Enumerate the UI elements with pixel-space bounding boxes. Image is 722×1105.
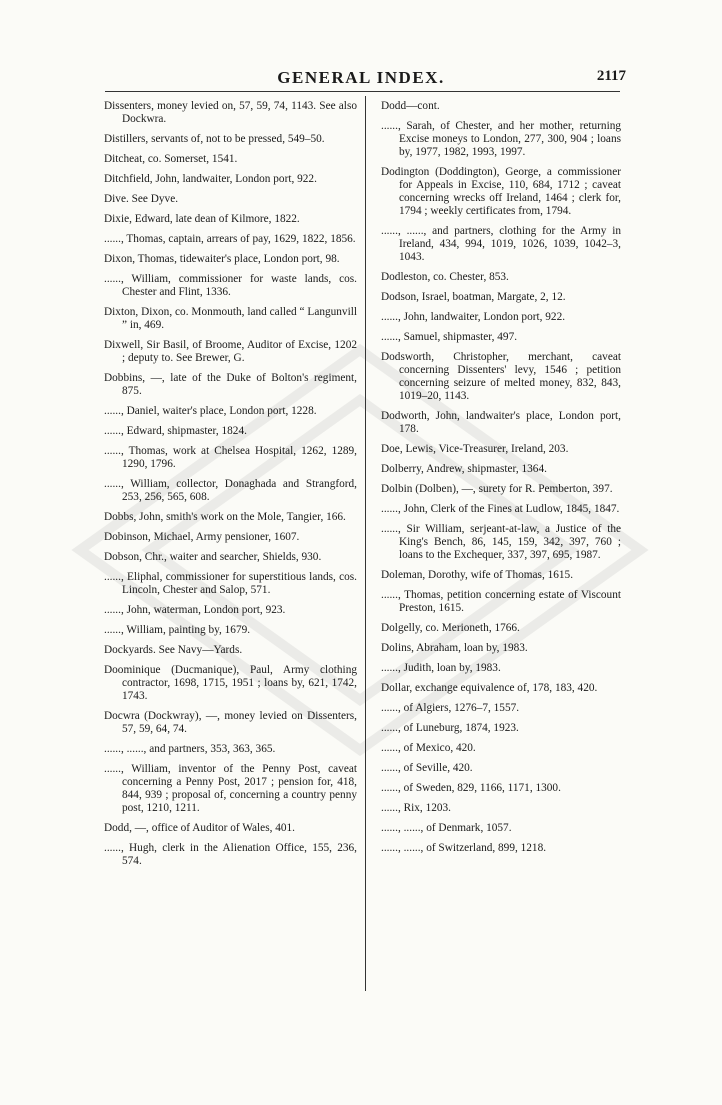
- index-entry: Dockyards. See Navy—Yards.: [104, 644, 243, 656]
- index-entry: ......, Rix, 1203.: [381, 802, 451, 814]
- index-entry: ......, of Seville, 420.: [381, 762, 473, 774]
- index-entry: ......, ......, of Switzerland, 899, 1218.: [381, 842, 547, 854]
- index-entry: ......, ......, and partners, clothing for the Army in Ireland, 434, 994, 1019, 1026, 1039, 1042–3, 1043.: [381, 225, 621, 263]
- index-entry: ......, William, commissioner for waste lands, cos. Chester and Flint, 1336.: [104, 273, 357, 298]
- index-entry: ......, Samuel, shipmaster, 497.: [381, 331, 518, 343]
- index-entry: Doe, Lewis, Vice-Treasurer, Ireland, 203.: [381, 443, 569, 455]
- column-divider: [365, 96, 366, 991]
- index-entry: ......, William, collector, Donaghada and Strangford, 253, 256, 565, 608.: [104, 478, 357, 503]
- page-header: [0, 68, 722, 92]
- right-column: [381, 100, 621, 862]
- index-entry: ......, of Sweden, 829, 1166, 1171, 1300.: [381, 782, 561, 794]
- index-entry: ......, Sir William, serjeant-at-law, a Justice of the King's Bench, 86, 145, 159, 342, 397, 760 ; loans to the Exchequer, 337, 397, 695, 1987.: [381, 523, 621, 561]
- index-entry: ......, of Mexico, 420.: [381, 742, 476, 754]
- index-entry: Ditcheat, co. Somerset, 1541.: [104, 153, 238, 165]
- index-entry: Dolbin (Dolben), —, surety for R. Pemberton, 397.: [381, 483, 613, 495]
- index-entry: Dissenters, money levied on, 57, 59, 74, 1143. See also Dockwra.: [104, 100, 357, 125]
- index-entry: ......, ......, of Denmark, 1057.: [381, 822, 512, 834]
- index-entry: ......, Thomas, petition concerning estate of Viscount Preston, 1615.: [381, 589, 621, 614]
- index-entry: Doleman, Dorothy, wife of Thomas, 1615.: [381, 569, 574, 581]
- index-entry: Dobbs, John, smith's work on the Mole, Tangier, 166.: [104, 511, 346, 523]
- index-entry: Dodington (Doddington), George, a commissioner for Appeals in Excise, 110, 684, 1712 ; caveat concerning wrecks off Ireland, 1464 ; clerk for, 1794 ; weekly certificates from, 1794.: [381, 166, 621, 217]
- index-entry: Dolberry, Andrew, shipmaster, 1364.: [381, 463, 547, 475]
- index-entry: Dolins, Abraham, loan by, 1983.: [381, 642, 528, 654]
- header-rule: [105, 91, 620, 92]
- index-entry: Dollar, exchange equivalence of, 178, 183, 420.: [381, 682, 598, 694]
- index-entry: ......, of Luneburg, 1874, 1923.: [381, 722, 519, 734]
- index-entry: Dolgelly, co. Merioneth, 1766.: [381, 622, 520, 634]
- page-title: GENERAL INDEX.: [277, 68, 445, 87]
- index-entry: Dodson, Israel, boatman, Margate, 2, 12.: [381, 291, 566, 303]
- index-entry: Dodd—cont.: [381, 100, 440, 112]
- index-entry: ......, John, waterman, London port, 923.: [104, 604, 286, 616]
- index-entry: ......, John, landwaiter, London port, 922.: [381, 311, 566, 323]
- page-number: 2117: [596, 68, 626, 84]
- index-entry: ......, ......, and partners, 353, 363, 365.: [104, 743, 276, 755]
- index-entry: ......, Thomas, captain, arrears of pay, 1629, 1822, 1856.: [104, 233, 356, 245]
- index-entry: ......, Hugh, clerk in the Alienation Office, 155, 236, 574.: [104, 842, 357, 867]
- index-entry: ......, Daniel, waiter's place, London port, 1228.: [104, 405, 317, 417]
- index-entry: Dobinson, Michael, Army pensioner, 1607.: [104, 531, 300, 543]
- index-entry: ......, Judith, loan by, 1983.: [381, 662, 501, 674]
- index-entry: Docwra (Dockwray), —, money levied on Dissenters, 57, 59, 64, 74.: [104, 710, 357, 735]
- index-entry: ......, of Algiers, 1276–7, 1557.: [381, 702, 520, 714]
- index-entry: Dixton, Dixon, co. Monmouth, land called “ Langunvill ” in, 469.: [104, 306, 357, 331]
- index-entry: ......, William, inventor of the Penny Post, caveat concerning a Penny Post, 2017 ; pension for, 418, 844, 939 ; proposal of, concerning a country penny post, 1210, 1211.: [104, 763, 357, 814]
- index-entry: Dobbins, —, late of the Duke of Bolton's regiment, 875.: [104, 372, 357, 397]
- index-entry: ......, Thomas, work at Chelsea Hospital, 1262, 1289, 1290, 1796.: [104, 445, 357, 470]
- index-entry: ......, Edward, shipmaster, 1824.: [104, 425, 247, 437]
- index-entry: Dixwell, Sir Basil, of Broome, Auditor of Excise, 1202 ; deputy to. See Brewer, G.: [104, 339, 357, 364]
- index-entry: Ditchfield, John, landwaiter, London port, 922.: [104, 173, 317, 185]
- index-entry: ......, John, Clerk of the Fines at Ludlow, 1845, 1847.: [381, 503, 620, 515]
- index-entry: Dodleston, co. Chester, 853.: [381, 271, 509, 283]
- index-entry: Dobson, Chr., waiter and searcher, Shields, 930.: [104, 551, 322, 563]
- index-entry: ......, William, painting by, 1679.: [104, 624, 251, 636]
- index-entry: Dodd, —, office of Auditor of Wales, 401.: [104, 822, 296, 834]
- left-column: [104, 100, 357, 875]
- index-entry: Dixon, Thomas, tidewaiter's place, London port, 98.: [104, 253, 340, 265]
- index-entry: ......, Eliphal, commissioner for superstitious lands, cos. Lincoln, Chester and Salop, 571.: [104, 571, 357, 596]
- index-entry: Dive. See Dyve.: [104, 193, 179, 205]
- index-entry: Dixie, Edward, late dean of Kilmore, 1822.: [104, 213, 300, 225]
- index-entry: Dodsworth, Christopher, merchant, caveat concerning Dissenters' levy, 1546 ; petition concerning seizure of melted money, 832, 843, 1019–20, 1143.: [381, 351, 621, 402]
- index-entry: Dodworth, John, landwaiter's place, London port, 178.: [381, 410, 621, 435]
- index-entry: Doominique (Ducmanique), Paul, Army clothing contractor, 1698, 1715, 1951 ; loans by, 621, 1742, 1743.: [104, 664, 357, 702]
- index-entry: ......, Sarah, of Chester, and her mother, returning Excise moneys to London, 277, 300, 904 ; loans by, 1977, 1982, 1993, 1997.: [381, 120, 621, 158]
- index-entry: Distillers, servants of, not to be pressed, 549–50.: [104, 133, 325, 145]
